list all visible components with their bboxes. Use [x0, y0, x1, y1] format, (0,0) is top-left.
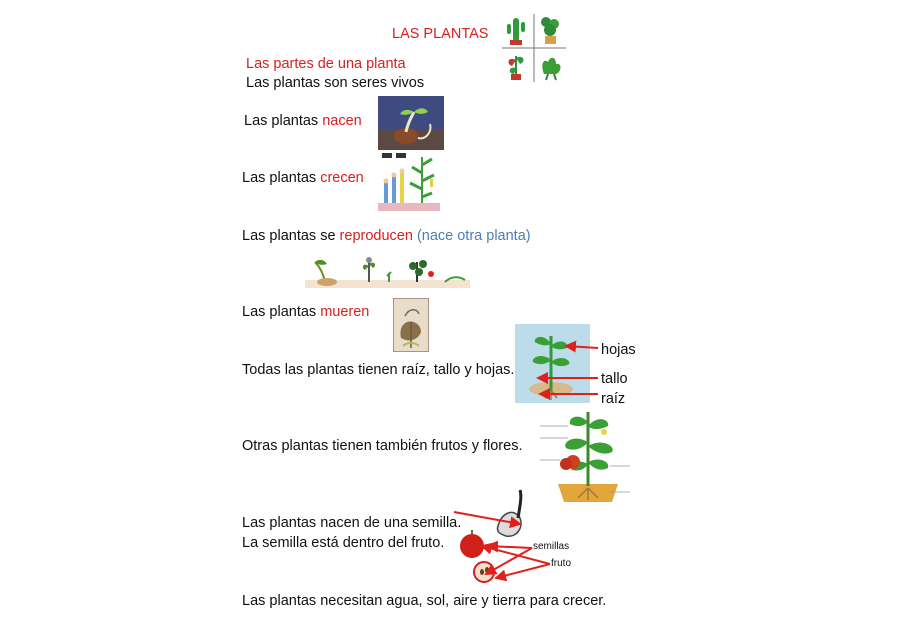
- seed-line-1: Las plantas nacen de una semilla.: [242, 515, 462, 531]
- intro-text: Las plantas son seres vivos: [246, 75, 425, 91]
- mueren-line: [242, 303, 369, 321]
- crecen-highlight: crecen: [320, 170, 364, 186]
- mueren-highlight: mueren: [320, 304, 370, 320]
- tomato-plant-image: [538, 402, 636, 504]
- reproducen-highlight: reproducen: [339, 228, 413, 244]
- growing-plants-image: [378, 151, 440, 213]
- label-semillas: semillas: [533, 541, 570, 552]
- crecen-line: [242, 169, 364, 187]
- seed-line-2: La semilla está dentro del fruto.: [242, 535, 445, 551]
- needs-sentence: Las plantas necesitan agua, sol, aire y tierra para crecer.: [242, 593, 607, 609]
- label-tallo: tallo: [601, 371, 628, 387]
- mueren-prefix: Las plantas: [242, 304, 321, 320]
- reproducen-prefix: Las plantas se: [242, 228, 340, 244]
- fruits-sentence: Otras plantas tienen también frutos y flores.: [242, 438, 523, 454]
- subtitle: Las partes de una planta: [246, 56, 406, 72]
- label-hojas: hojas: [601, 342, 636, 358]
- sprouting-seed-image: [378, 96, 444, 150]
- nacen-line: [244, 112, 362, 130]
- plant-parts-arrows: [520, 336, 600, 406]
- reproducen-line: [242, 227, 531, 245]
- dying-plant-image: [393, 298, 429, 352]
- page-title: LAS PLANTAS: [392, 26, 489, 42]
- parts-sentence: Todas las plantas tienen raíz, tallo y hojas.: [242, 362, 515, 378]
- nacen-highlight: nacen: [322, 113, 362, 129]
- crecen-prefix: Las plantas: [242, 170, 321, 186]
- reproduction-sequence-image: [305, 252, 470, 290]
- reproducen-note: (nace otra planta): [416, 228, 531, 244]
- label-raiz: raíz: [601, 391, 626, 407]
- nacen-prefix: Las plantas: [244, 113, 323, 129]
- label-fruto: fruto: [551, 558, 572, 569]
- plants-grid-image: [500, 12, 568, 84]
